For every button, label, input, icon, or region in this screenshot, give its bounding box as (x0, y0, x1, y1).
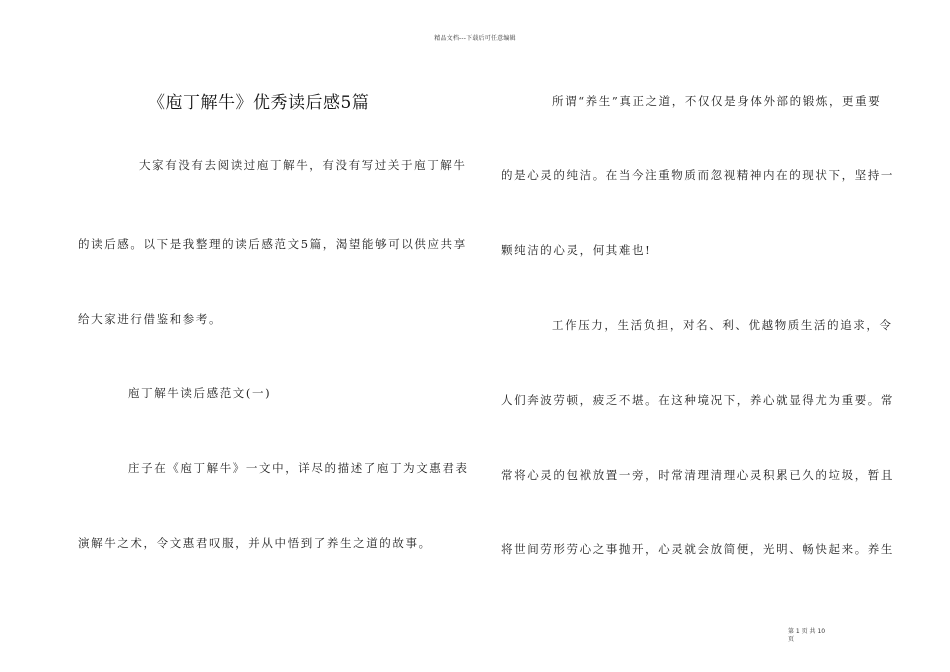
header-note: 精品文档---下载后可任意编辑 (434, 35, 516, 42)
section-heading: 庖丁解牛读后感范文(一) (128, 386, 272, 400)
paragraph-line: 的是心灵的纯洁。在当今注重物质而忽视精神内在的现状下，坚持一 (501, 168, 894, 182)
paragraph-line: 所谓“养生”真正之道，不仅仅是身体外部的锻炼，更重要 (552, 94, 882, 108)
paragraph-line: 演解牛之术，令文惠君叹服，并从中悟到了养生之道的故事。 (78, 536, 432, 550)
paragraph-line: 人们奔波劳顿，疲乏不堪。在这种境况下，养心就显得尤为重要。常 (501, 393, 894, 407)
paragraph-line: 颗纯洁的心灵，何其难也! (501, 243, 652, 257)
page-number: 第 1 页 共 10 页 (788, 628, 826, 643)
paragraph-line: 常将心灵的包袱放置一旁，时常清理清理心灵积累已久的垃圾，暂且 (501, 468, 894, 482)
paragraph-line: 工作压力，生活负担，对名、利、优越物质生活的追求，令 (552, 318, 893, 332)
paragraph-line: 大家有没有去阅读过庖丁解牛，有没有写过关于庖丁解牛 (139, 158, 467, 172)
paragraph-line: 庄子在《庖丁解牛》一文中，详尽的描述了庖丁为文惠君表 (128, 461, 469, 475)
paragraph-line: 的读后感。以下是我整理的读后感范文5篇，渴望能够可以供应共享 (78, 237, 467, 251)
paragraph-line: 给大家进行借鉴和参考。 (78, 312, 223, 326)
document-title: 《庖丁解牛》优秀读后感5篇 (148, 93, 370, 113)
paragraph-line: 将世间劳形劳心之事抛开，心灵就会放简便，光明、畅快起来。养生 (501, 542, 894, 556)
